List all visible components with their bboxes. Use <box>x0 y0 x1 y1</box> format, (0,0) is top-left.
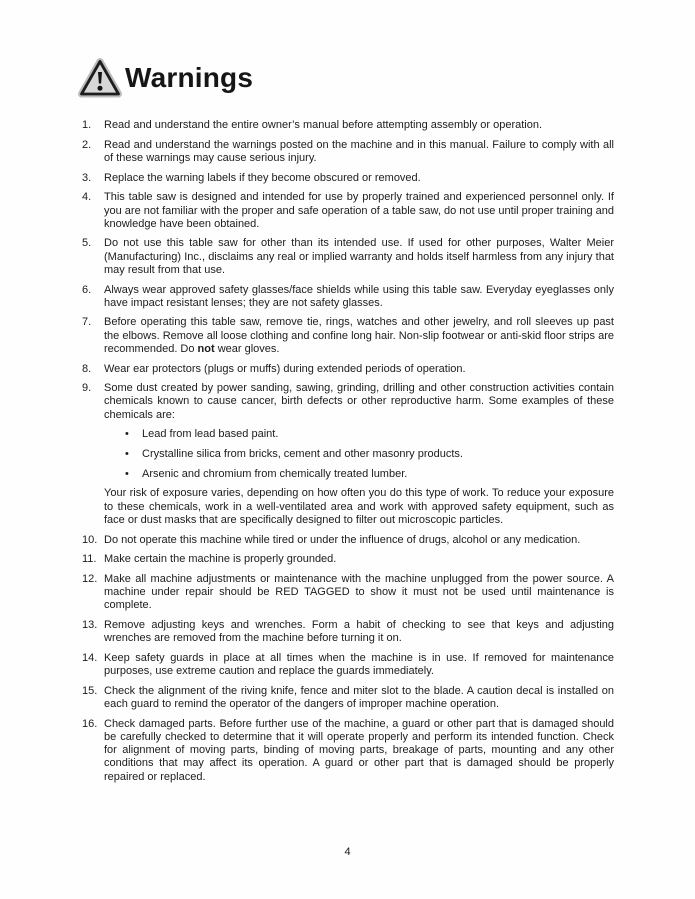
warning-item <box>82 652 614 678</box>
item-number: 16. <box>82 717 98 730</box>
item-text: Some dust created by power sanding, sawing, grinding, drilling and other construction activities contain chemicals known to cause cancer, birth defects or other reproductive harm. Some examples of these chemicals are: <box>104 382 614 421</box>
warning-item <box>82 382 614 527</box>
warning-item <box>82 284 614 310</box>
item-body <box>104 553 614 566</box>
page-number: 4 <box>344 846 351 858</box>
item-number: 13. <box>82 619 98 632</box>
sub-bullet-text: Lead from lead based paint. <box>142 428 279 441</box>
warnings-list <box>82 119 614 790</box>
warning-item <box>82 119 614 132</box>
item-text: Keep safety guards in place at all times when the machine is in use. If removed for maintenance purposes, use extreme caution and replace the guards immediately. <box>104 652 614 678</box>
page-title: Warnings <box>125 61 254 93</box>
item-body <box>104 534 614 547</box>
item-number: 10. <box>82 533 98 546</box>
warning-item <box>82 316 614 356</box>
item-body <box>104 139 614 165</box>
warning-item <box>82 553 614 566</box>
item-text: Check damaged parts. Before further use of the machine, a guard or other part that is damaged should be carefully checked to determine that it will operate properly and perform its intended function. Check for alignment of moving parts, binding of moving parts, breakage of parts, mounting and any other conditions that may affect its operation. A guard or other part that is damaged should be properly repaired or replaced. <box>104 717 614 783</box>
page-footer <box>0 842 695 860</box>
item-body <box>104 685 614 711</box>
warning-item <box>82 534 614 547</box>
item-number: 9. <box>82 382 92 395</box>
item-body <box>104 316 614 356</box>
item-number: 15. <box>82 684 98 697</box>
item-body <box>104 119 614 132</box>
bullet-icon: • <box>125 428 129 441</box>
item-number: 1. <box>82 119 92 131</box>
item-body <box>104 363 614 376</box>
warning-item <box>82 685 614 711</box>
item-number: 7. <box>82 316 92 329</box>
item-text: Remove adjusting keys and wrenches. Form a habit of checking to see that keys and adjusting wrenches are removed from the machine before turning it on. <box>104 619 614 645</box>
bullet-icon: • <box>125 448 129 461</box>
item-number: 11. <box>82 553 97 566</box>
sub-bullet-item <box>104 468 614 481</box>
item-number: 3. <box>82 171 92 184</box>
sub-bullet-text: Arsenic and chromium from chemically treated lumber. <box>142 467 408 480</box>
item-body <box>104 237 614 277</box>
item-text: Check the alignment of the riving knife, fence and miter slot to the blade. A caution decal is installed on each guard to remind the operator of the dangers of improper machine operation. <box>104 684 614 711</box>
item-text: Read and understand the warnings posted on the machine and in this manual. Failure to comply with all of these warnings may cause serious injury. <box>104 138 614 164</box>
item-text: Replace the warning labels if they become obscured or removed. <box>104 171 421 184</box>
warning-item <box>82 172 614 185</box>
item-body <box>104 652 614 678</box>
item-text: Wear ear protectors (plugs or muffs) during extended periods of operation. <box>104 362 466 375</box>
warning-item <box>82 191 614 231</box>
warning-item <box>82 718 614 784</box>
item-text: Make all machine adjustments or maintenance with the machine unplugged from the power source. A machine under repair should be RED TAGGED to show it must not be used until maintenance is complete. <box>104 572 614 612</box>
item-text: Do not use this table saw for other than its intended use. If used for other purposes, Walter Meier (Manufacturing) Inc., disclaims any real or implied warranty and holds itself harmless from any injury that may result from that use. <box>104 237 614 276</box>
warning-item <box>82 237 614 277</box>
item-text: Read and understand the entire owner’s manual before attempting assembly or operation. <box>104 119 543 131</box>
item-text: Before operating this table saw, remove tie, rings, watches and other jewelry, and roll sleeves up past the elbows. Remove all loose clothing and confine long hair. Non-slip footwear or anti-skid floor strips are recommended. Do not wear gloves. <box>104 316 614 355</box>
sub-bullet-item <box>104 428 614 441</box>
warning-item <box>82 139 614 165</box>
item-number: 12. <box>82 572 98 585</box>
item-body <box>104 191 614 231</box>
item-number: 14. <box>82 652 98 664</box>
item-text: Do not operate this machine while tired or under the influence of drugs, alcohol or any medication. <box>104 533 581 546</box>
item-number: 4. <box>82 191 92 204</box>
bullet-icon: • <box>125 467 129 480</box>
item-body <box>104 284 614 310</box>
warning-item <box>82 573 614 613</box>
sub-bullet-text: Crystalline silica from bricks, cement and other masonry products. <box>142 448 463 461</box>
warning-item <box>82 619 614 645</box>
warning-item <box>82 363 614 376</box>
item-body <box>104 573 614 613</box>
item-text: Always wear approved safety glasses/face shields while using this table saw. Everyday eyeglasses only have impact resistant lenses; they are not safety glasses. <box>104 283 614 309</box>
item-number: 8. <box>82 362 92 375</box>
item-continuation-text: Your risk of exposure varies, depending on how often you do this type of work. To reduce your exposure to these chemicals, work in a well-ventilated area and work with approved safety equipment, such as face or dust masks that are specifically designed to filter out microscopic particles. <box>104 487 614 526</box>
item-text: Make certain the machine is properly grounded. <box>104 553 337 566</box>
item-body <box>104 382 614 527</box>
item-number: 6. <box>82 283 92 296</box>
item-text: This table saw is designed and intended for use by properly trained and experienced personnel only. If you are not familiar with the proper and safe operation of a table saw, do not use until proper training and knowledge have been obtained. <box>104 191 614 230</box>
warning-triangle-icon <box>78 57 122 98</box>
item-number: 2. <box>82 138 92 151</box>
item-body <box>104 619 614 645</box>
warnings-header <box>78 57 253 98</box>
item-body <box>104 172 614 185</box>
sub-bullet-item <box>104 448 614 461</box>
item-number: 5. <box>82 237 92 250</box>
item-body <box>104 718 614 784</box>
